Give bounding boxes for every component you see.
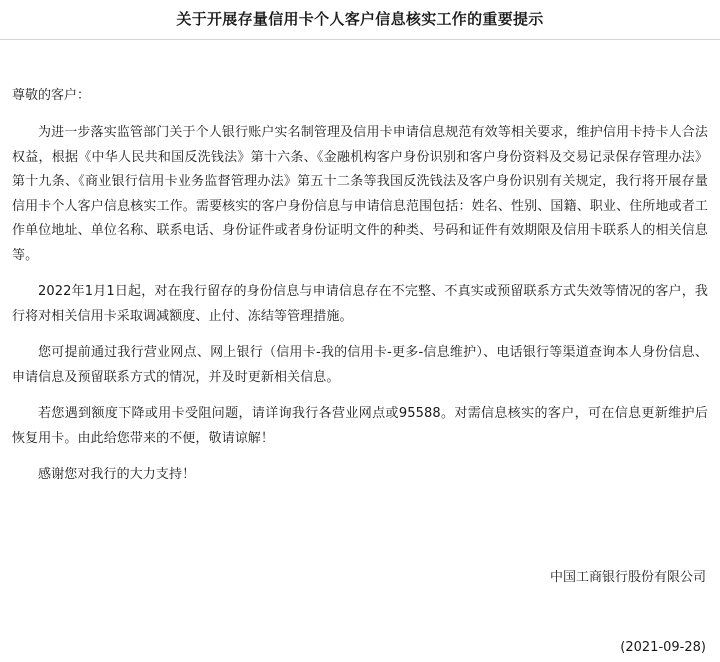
paragraph-thanks: 感谢您对我行的大力支持！ [38, 467, 196, 482]
signature: 中国工商银行股份有限公司 [549, 570, 706, 585]
notice-body [12, 121, 708, 500]
salutation: 尊敬的客户： [12, 88, 91, 103]
paragraph-contact: 若您遇到额度下降或用卡受阻问题，请详询我行各营业网点或95588。对需信息核实的客户，可在信息更新维护后恢复用卡。由此给您带来的不便，敬请谅解！ [12, 406, 708, 446]
notice-title: 关于开展存量信用卡个人客户信息核实工作的重要提示 [176, 10, 544, 28]
paragraph-measures: 2022年1月1日起，对在我行留存的身份信息与申请信息存在不完整、不真实或预留联系方式失效等情况的客户，我行将对相关信用卡采取调减额度、止付、冻结等管理措施。 [12, 284, 708, 324]
notice-date: (2021-09-28) [620, 640, 706, 655]
paragraph-requirements: 为进一步落实监管部门关于个人银行账户实名制管理及信用卡申请信息规范有效等相关要求，维护信用卡持卡人合法权益，根据《中华人民共和国反洗钱法》第十六条、《金融机构客户身份识别和客户身份资料及交易记录保存管理办法》第十九条、《商业银行信用卡业务监督管理办法》第五十二条等我国反洗钱法及客户身份识别有关规定，我行将开展存量信用卡个人客户信息核实工作。需要核实的客户身份信息与申请信息范围包括：姓名、性别、国籍、职业、住所地或者工作单位地址、单位名称、联系电话、身份证件或者身份证明文件的种类、号码和证件有效期限及信用卡联系人的相关信息等。 [12, 125, 708, 263]
paragraph-channels: 您可提前通过我行营业网点、网上银行（信用卡-我的信用卡-更多-信息维护）、电话银行等渠道查询本人身份信息、申请信息及预留联系方式的情况，并及时更新相关信息。 [12, 345, 708, 385]
title-divider [0, 39, 720, 40]
